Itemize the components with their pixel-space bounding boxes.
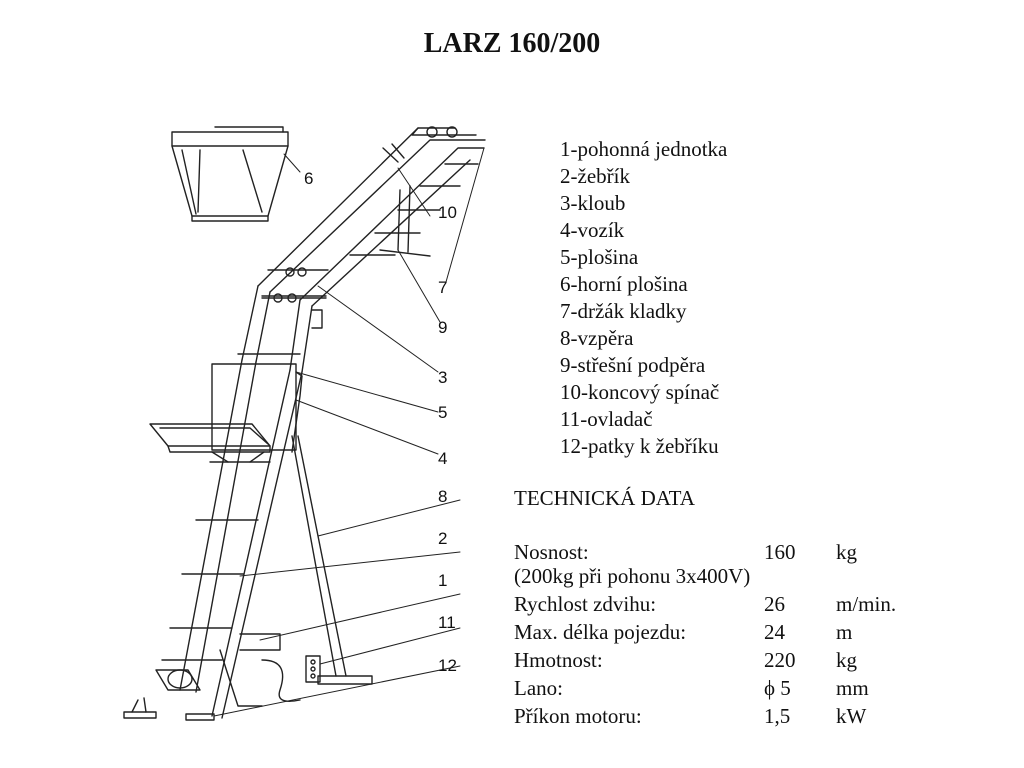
spec-label: Nosnost: — [514, 540, 589, 564]
legend-item: 12-patky k žebříku — [560, 434, 719, 458]
technical-data-heading: TECHNICKÁ DATA — [514, 486, 695, 510]
callout-numbers — [304, 169, 457, 675]
spec-label: Lano: — [514, 676, 563, 700]
diagram-title: LARZ 160/200 — [423, 28, 601, 59]
callout-10: 10 — [438, 203, 457, 222]
spec-unit: m/min. — [836, 592, 897, 616]
callout-12: 12 — [438, 656, 457, 675]
spec-row — [514, 592, 897, 620]
spec-row — [514, 704, 867, 732]
technical-data-table — [514, 540, 897, 732]
spec-label: Příkon motoru: — [514, 704, 642, 728]
hinge-joint-drawing — [242, 268, 328, 372]
spec-unit: mm — [836, 676, 869, 700]
legend-item: 8-vzpěra — [560, 326, 634, 350]
callout-1: 1 — [438, 571, 448, 590]
spec-unit: m — [836, 620, 853, 644]
legend-item: 9-střešní podpěra — [560, 353, 706, 377]
spec-value: 24 — [764, 620, 785, 644]
callout-3: 3 — [438, 368, 448, 387]
callout-9: 9 — [438, 318, 448, 337]
spec-row — [514, 620, 853, 648]
callout-5: 5 — [438, 403, 448, 422]
legend-item: 5-plošina — [560, 245, 639, 269]
callout-4: 4 — [438, 449, 448, 468]
callout-2: 2 — [438, 529, 448, 548]
ladder-feet-drawing — [124, 698, 214, 720]
legend-item: 11-ovladač — [560, 407, 653, 431]
spec-unit: kW — [836, 704, 867, 728]
spec-value: 160 — [764, 540, 796, 564]
legend-item: 1-pohonná jednotka — [560, 137, 728, 161]
callout-11: 11 — [438, 613, 456, 632]
spec-row — [514, 676, 869, 704]
legend-item: 10-koncový spínač — [560, 380, 720, 404]
spec-value: 26 — [764, 592, 785, 616]
legend-item: 7-držák kladky — [560, 299, 687, 323]
strut-drawing — [292, 436, 372, 684]
lower-ladder-drawing — [162, 354, 302, 718]
spec-label: Hmotnost: — [514, 648, 603, 672]
spec-value: ϕ 5 — [764, 676, 791, 700]
legend-item: 3-kloub — [560, 191, 626, 215]
spec-value: 1,5 — [764, 704, 791, 728]
legend-item: 6-horní plošina — [560, 272, 688, 296]
spec-unit: kg — [836, 540, 857, 564]
spec-row — [514, 540, 857, 568]
upper-platform-drawing — [172, 127, 288, 221]
legend-item: 4-vozík — [560, 218, 625, 242]
legend-item: 2-žebřík — [560, 164, 630, 188]
spec-note: (200kg při pohonu 3x400V) — [514, 564, 751, 588]
spec-value: 220 — [764, 648, 796, 672]
spec-row — [514, 648, 857, 676]
parts-legend — [560, 136, 727, 460]
callout-8: 8 — [438, 487, 448, 506]
spec-label: Max. délka pojezdu: — [514, 620, 687, 644]
spec-unit: kg — [836, 648, 857, 672]
callout-7: 7 — [438, 278, 448, 297]
callout-6: 6 — [304, 169, 314, 188]
spec-label: Rychlost zdvihu: — [514, 592, 657, 616]
